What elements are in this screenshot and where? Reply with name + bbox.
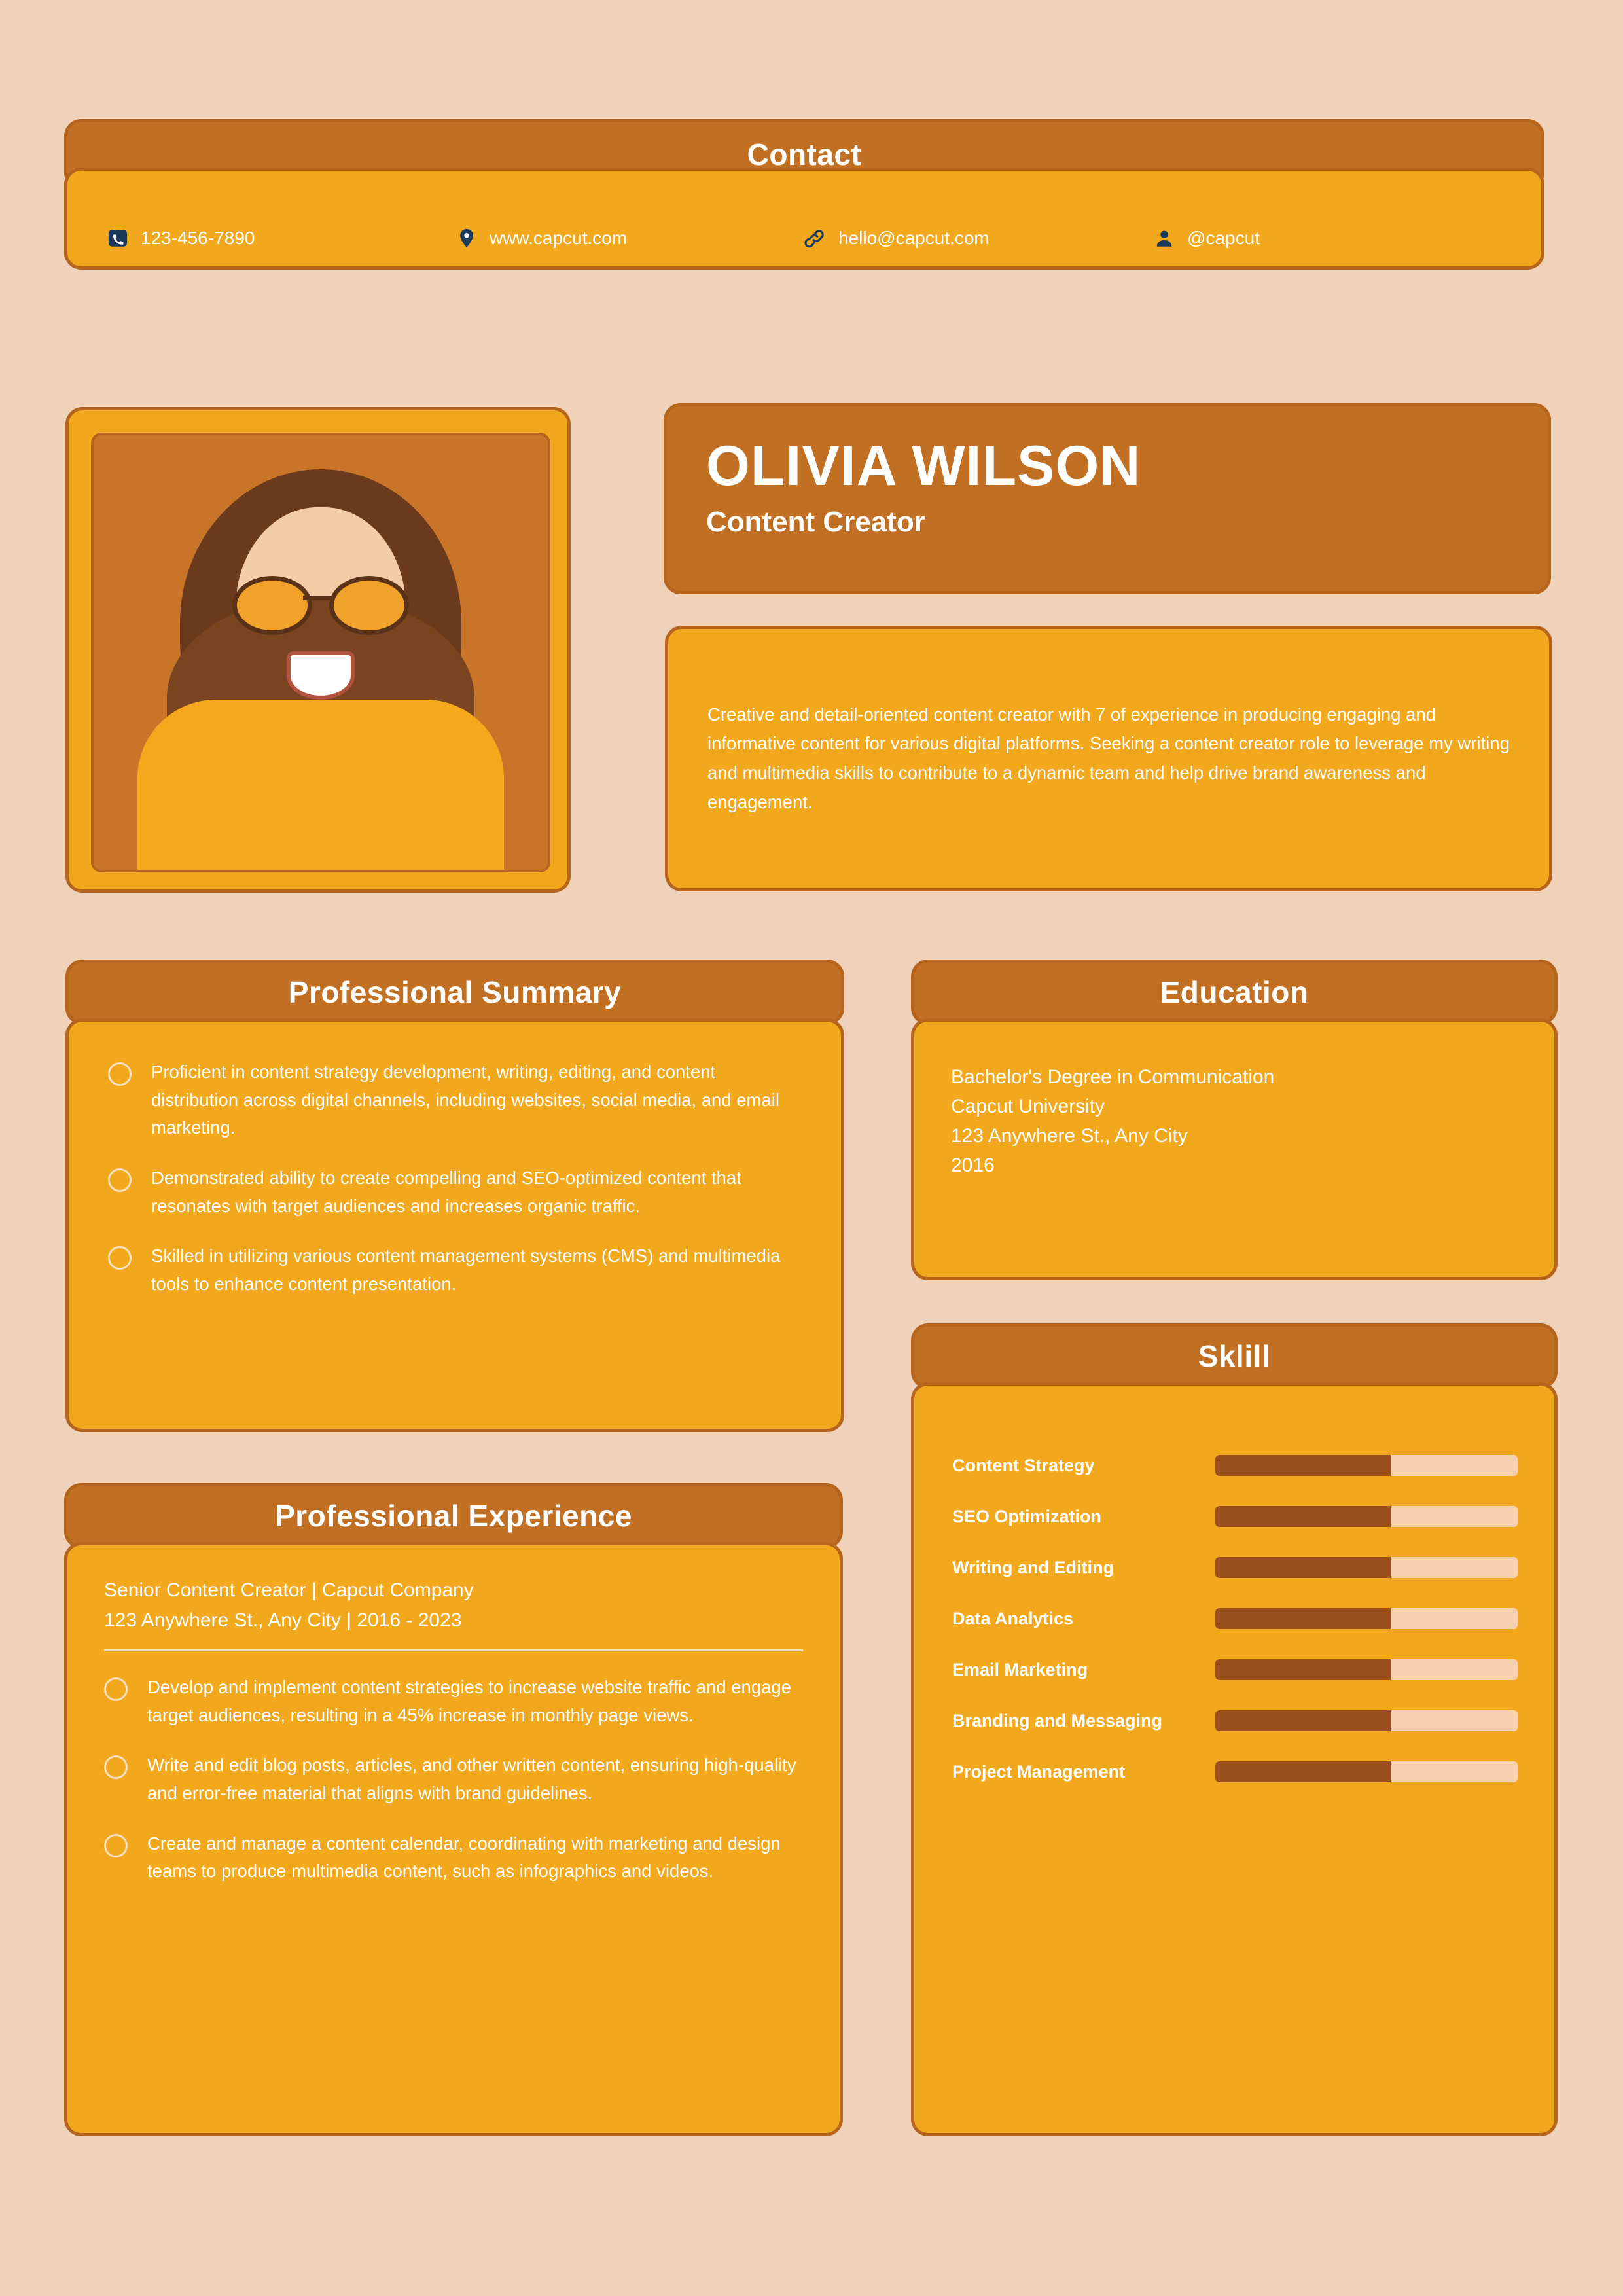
list-item-text: Proficient in content strategy development, writing, editing, and content distribution across digital channels, including websites, social media, and email marketing.: [151, 1062, 779, 1138]
phone-icon: [107, 227, 129, 249]
contact-item-phone[interactable]: [107, 227, 455, 249]
photo-sweater: [137, 700, 504, 872]
skill-progress-track: [1215, 1506, 1518, 1527]
contact-section: [64, 119, 1544, 270]
avatar: [91, 433, 550, 872]
skill-progress-fill: [1215, 1761, 1391, 1782]
skills-header: [911, 1323, 1558, 1389]
list-item: [940, 1506, 1518, 1527]
education-school: Capcut University: [951, 1096, 1105, 1117]
skill-progress-fill: [1215, 1455, 1391, 1476]
bullet-ring-icon: [108, 1246, 132, 1270]
user-icon: [1153, 227, 1175, 249]
skill-progress-track: [1215, 1455, 1518, 1476]
page-title: OLIVIA WILSON: [706, 435, 1141, 497]
list-item: [940, 1455, 1518, 1476]
list-item-text: Skilled in utilizing various content management systems (CMS) and multimedia tools to enhance content presentation.: [151, 1246, 781, 1294]
location-pin-icon: [455, 227, 478, 249]
contact-item-handle[interactable]: [1153, 227, 1502, 249]
name-card: [664, 403, 1551, 594]
education-year: 2016: [951, 1155, 995, 1176]
contact-email-text: hello@capcut.com: [838, 228, 990, 248]
list-item: [940, 1608, 1518, 1629]
skill-progress-track: [1215, 1710, 1518, 1731]
about-card: [665, 626, 1552, 891]
contact-title: Contact: [747, 137, 862, 171]
list-item: [108, 1058, 802, 1142]
list-item: [104, 1830, 803, 1886]
skill-progress-fill: [1215, 1557, 1391, 1578]
skill-progress-fill: [1215, 1608, 1391, 1629]
list-item: [940, 1710, 1518, 1731]
photo-smile: [287, 651, 355, 700]
skill-progress-fill: [1215, 1710, 1391, 1731]
link-icon: [804, 227, 827, 249]
contact-item-email[interactable]: [804, 227, 1153, 249]
professional-experience-header: [64, 1483, 843, 1549]
divider: [104, 1649, 803, 1651]
experience-role-line: [104, 1575, 803, 1635]
skills-title: Sklill: [1198, 1339, 1271, 1373]
skill-progress-track: [1215, 1608, 1518, 1629]
skill-label: Email Marketing: [952, 1659, 1088, 1679]
contact-website-text: www.capcut.com: [490, 228, 628, 248]
experience-meta: 123 Anywhere St., Any City | 2016 - 2023: [104, 1609, 462, 1631]
contact-body: [64, 168, 1544, 270]
bullet-ring-icon: [108, 1062, 132, 1086]
list-item-text: Create and manage a content calendar, coordinating with marketing and design teams to produce multimedia content, such as infographics and videos.: [147, 1833, 781, 1882]
education-header: [911, 960, 1558, 1025]
bullet-ring-icon: [104, 1834, 128, 1857]
skill-progress-track: [1215, 1761, 1518, 1782]
education-address: 123 Anywhere St., Any City: [951, 1125, 1188, 1147]
professional-experience-title: Professional Experience: [275, 1499, 632, 1533]
education-degree: Bachelor's Degree in Communication: [951, 1066, 1275, 1088]
bullet-ring-icon: [104, 1677, 128, 1701]
list-item: [940, 1761, 1518, 1782]
bullet-ring-icon: [104, 1755, 128, 1779]
job-role: Content Creator: [706, 505, 925, 538]
skill-label: Writing and Editing: [952, 1557, 1114, 1577]
experience-bullet-list: [104, 1674, 803, 1886]
list-item-text: Write and edit blog posts, articles, and other written content, ensuring high-quality and error-free material that aligns with brand guidelines.: [147, 1755, 796, 1804]
education-body: [911, 1018, 1558, 1280]
skill-label: Project Management: [952, 1761, 1126, 1782]
list-item-text: Develop and implement content strategies to increase website traffic and engage target audiences, resulting in a 45% increase in monthly page views.: [147, 1677, 791, 1725]
list-item-text: Demonstrated ability to create compelling and SEO-optimized content that resonates with target audiences and increases organic traffic.: [151, 1167, 741, 1216]
contact-item-website[interactable]: [455, 227, 804, 249]
professional-experience-body: [64, 1542, 843, 2136]
experience-role: Senior Content Creator | Capcut Company: [104, 1579, 474, 1601]
list-item: [108, 1242, 802, 1298]
education-title: Education: [1160, 975, 1309, 1009]
skill-progress-track: [1215, 1659, 1518, 1680]
skill-progress-fill: [1215, 1506, 1391, 1527]
contact-phone-text: 123-456-7890: [141, 228, 255, 248]
skill-progress-track: [1215, 1557, 1518, 1578]
profile-photo-card: [65, 407, 571, 893]
contact-handle-text: @capcut: [1187, 228, 1260, 248]
skill-label: Branding and Messaging: [952, 1710, 1163, 1731]
bullet-ring-icon: [108, 1168, 132, 1192]
list-item: [108, 1164, 802, 1220]
skill-label: SEO Optimization: [952, 1506, 1102, 1526]
summary-bullet-list: [108, 1058, 802, 1298]
professional-summary-body: [65, 1018, 844, 1432]
sunglasses-icon: [232, 576, 409, 626]
list-item: [104, 1751, 803, 1807]
list-item: [940, 1557, 1518, 1578]
list-item: [940, 1659, 1518, 1680]
skill-progress-fill: [1215, 1659, 1391, 1680]
skill-label: Data Analytics: [952, 1608, 1074, 1628]
professional-summary-header: [65, 960, 844, 1025]
skills-body: [911, 1382, 1558, 2136]
skill-label: Content Strategy: [952, 1455, 1095, 1475]
list-item: [104, 1674, 803, 1729]
about-text: Creative and detail-oriented content creator with 7 of experience in producing engaging and informative content for various digital platforms. Seeking a content creator role to leverage my writing and multimedia skills to contribute to a dynamic team and help drive brand awareness and engagement.: [707, 704, 1510, 812]
professional-summary-title: Professional Summary: [288, 975, 622, 1009]
